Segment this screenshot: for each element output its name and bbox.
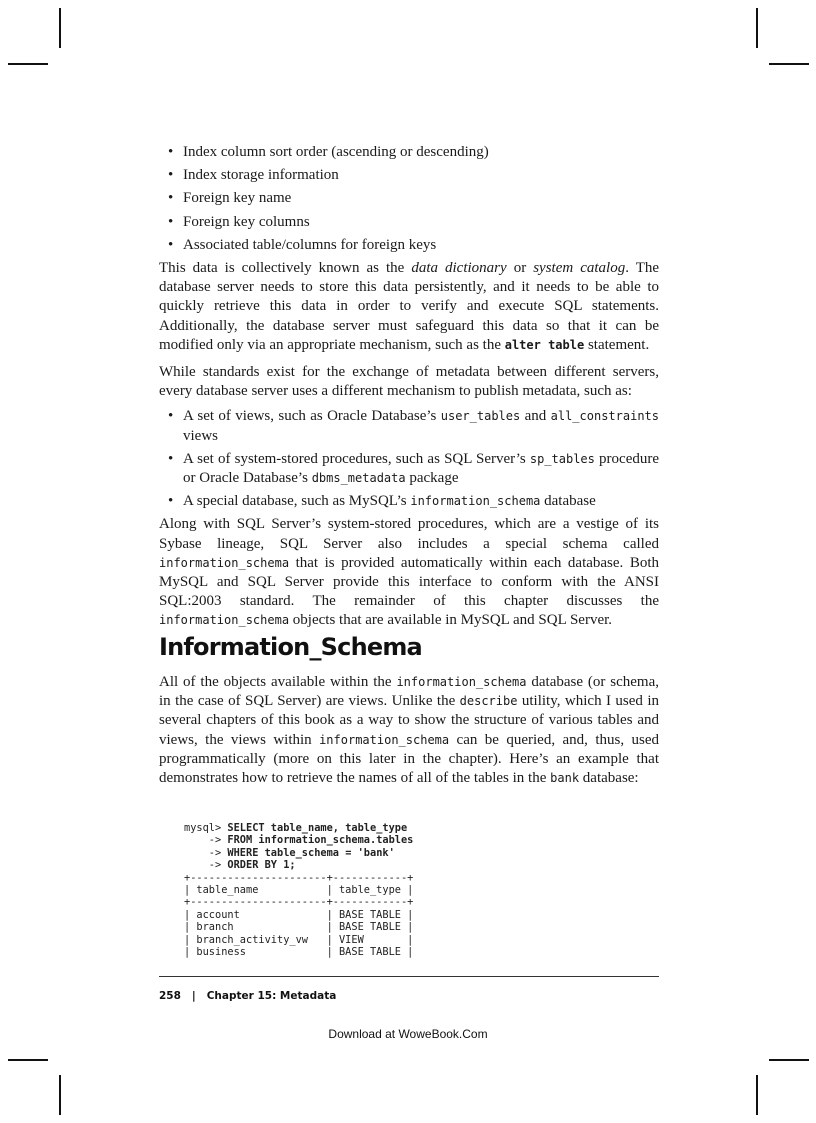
table-row: | business | BASE TABLE | xyxy=(184,946,414,959)
list-item: • Index column sort order (ascending or descending) xyxy=(159,143,659,162)
crop-mark xyxy=(59,1075,61,1115)
crop-mark xyxy=(769,1059,809,1061)
crop-mark xyxy=(769,63,809,65)
watermark: Download at WoweBook.Com xyxy=(328,1027,488,1041)
list-item: • A special database, such as MySQL’s information_schema database xyxy=(159,492,659,511)
crop-mark xyxy=(756,1075,758,1115)
list-item: • Foreign key columns xyxy=(159,213,659,232)
crop-mark xyxy=(756,8,758,48)
code-listing: mysql> SELECT table_name, table_type -> FROM information_schema.tables -> WHERE table_schema = 'bank' -> ORDER BY 1; +----------------------+------------+ | table_name | table_type | +----------------------+------------+ | account | BASE TABLE | | branch | BASE TABLE | | branch_activity_vw | VIEW | | business | BASE TABLE | xyxy=(184,822,414,959)
crop-mark xyxy=(59,8,61,48)
list-item: • Foreign key name xyxy=(159,189,659,208)
list-item: • A set of system-stored procedures, such as SQL Server’s sp_tables procedure or Oracle Database’s dbms_metadata package xyxy=(159,450,659,488)
paragraph-standards: While standards exist for the exchange of metadata between different servers, every database server uses a different mechanism to publish metadata, such as: xyxy=(159,364,659,400)
list-item: • Associated table/columns for foreign keys xyxy=(159,236,659,255)
table-row: | branch_activity_vw | VIEW | xyxy=(184,933,414,946)
page-number: 258 xyxy=(159,990,181,1002)
body-text-upper xyxy=(159,143,659,631)
page-footer: 258 | Chapter 15: Metadata xyxy=(159,990,337,1002)
paragraph-sql-server: Along with SQL Server’s system-stored procedures, which are a vestige of its Sybase lineage, SQL Server also includes a special schema called information_schema that is provided automatically within each database. Both MySQL and SQL Server provide this interface to conform with the ANSI SQL:2003 standard. The remainder of this chapter discusses the information_schema objects that are available in MySQL and SQL Server. xyxy=(159,516,659,629)
list-item: • Index storage information xyxy=(159,166,659,185)
chapter-title: Chapter 15: Metadata xyxy=(206,990,337,1002)
bullet-list-mechanisms xyxy=(159,407,659,511)
paragraph-data-dictionary: This data is collectively known as the data dictionary or system catalog. The database server needs to store this data persistently, and it needs to be able to quickly retrieve this data in order to verify and execute SQL statements. Additionally, the database server must safeguard this data so that it can be modified only via an appropriate mechanism, such as the alter table statement. xyxy=(159,260,660,353)
table-border: +----------------------+------------+ xyxy=(184,896,414,909)
table-border: +----------------------+------------+ xyxy=(184,871,414,884)
crop-mark xyxy=(8,1059,48,1061)
table-header: | table_name | table_type | xyxy=(184,884,414,897)
list-item: • A set of views, such as Oracle Database’s user_tables and all_constraints views xyxy=(159,407,659,445)
body-text-lower xyxy=(159,673,659,788)
table-row: | branch | BASE TABLE | xyxy=(184,921,414,934)
table-row: | account | BASE TABLE | xyxy=(184,908,414,921)
bullet-list-index-info xyxy=(159,143,659,255)
crop-mark xyxy=(8,63,48,65)
section-heading: Information_Schema xyxy=(159,633,422,661)
paragraph-information-schema: All of the objects available within the information_schema database (or schema, in the case of SQL Server) are views. Unlike the describe utility, which I used in several chapters of this book as a way to show the structure of various tables and views, the views within information_schema can be queried, and, thus, used programmatically (more on this later in the chapter). Here’s an example that demonstrates how to retrieve the names of all of the tables in the bank database: xyxy=(159,674,659,787)
footer-rule xyxy=(159,976,659,977)
